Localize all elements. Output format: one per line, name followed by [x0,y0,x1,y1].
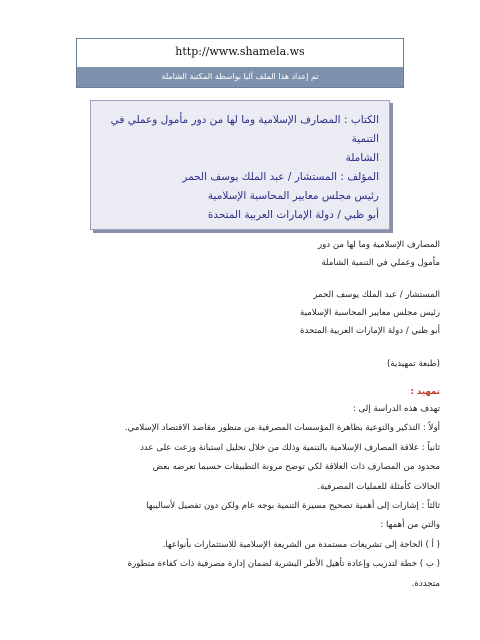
paragraph-line: الحالات كأمثلة للعمليات المصرفية. [317,481,440,492]
edition-text: (طبعة تمهيدية) [386,359,440,369]
intro-line-1: المصارف الإسلامية وما لها من دور [317,240,440,250]
author-name: المستشار / عبد الملك يوسف الحمر [313,290,440,300]
book-author-position: رئيس مجلس معايير المحاسبة الإسلامية [207,190,379,202]
intro-line-2: مأمول وعملي في التنمية الشاملة [321,258,440,268]
header-box [76,38,404,88]
paragraph-line: متجددة. [411,578,440,589]
author-position: رئيس مجلس معايير المحاسبة الإسلامية [299,308,440,318]
paragraph-line: محدود من المصارف ذات العلاقة لكي توضح مرونة التطبيقات حسبما تعرضه بعض [152,462,440,473]
paragraph-line: ( أ ) الحاجة إلى تشريعات مستمدة من الشريعة الإسلامية للاستثمارات بأنواعها. [162,539,440,550]
book-title-text: الكتاب : المصارف الإسلامية وما لها من دور مأمول وعملي في التنمية [110,114,379,145]
paragraph-line: تهدف هذه الدراسة إلى : [352,404,440,414]
paragraph-line: أولاً : التذكير والتوعية بظاهرة المؤسسات المصرفية من منظور مقاصد الاقتصاد الإسلامي. [124,423,440,434]
book-title-line [101,111,379,149]
edition-note [40,355,440,373]
paragraph-line: ثالثاً : إشارات إلى أهمية تصحيح مسيرة التنمية بوجه عام ولكن دون تفصيل لأساليبها [146,501,440,512]
header-subtitle: تم إعداد هذا الملف آليا بواسطة المكتبة الشاملة [77,67,403,87]
book-author-location: أبو ظبي / دولة الإمارات العربية المتحدة [207,209,379,221]
intro-block [40,236,440,272]
paragraph-line: والتي من أهمها : [380,520,440,531]
preface-paragraphs [40,400,440,594]
paragraph-line: ( ب ) خطة لتدريب وإعادة تأهيل الأطر البشرية لضمان إدارة مصرفية ذات كفاءة متطورة [127,559,440,570]
paragraph-line: ثانياً : علاقة المصارف الإسلامية بالتنمية وذلك من خلال تحليل استبانة وزعت على عدد [140,442,440,453]
author-block [40,286,440,340]
book-info-box [90,100,390,230]
site-url-link[interactable]: http://www.shamela.ws [175,45,305,58]
book-author-line: المؤلف : المستشار / عبد الملك يوسف الحمر [182,171,379,183]
preface-heading [40,383,440,401]
author-location: أبو ظبي / دولة الإمارات العربية المتحدة [299,326,440,336]
preface-label: تمهيد : [410,387,440,397]
book-title-continuation: الشاملة [345,152,379,164]
